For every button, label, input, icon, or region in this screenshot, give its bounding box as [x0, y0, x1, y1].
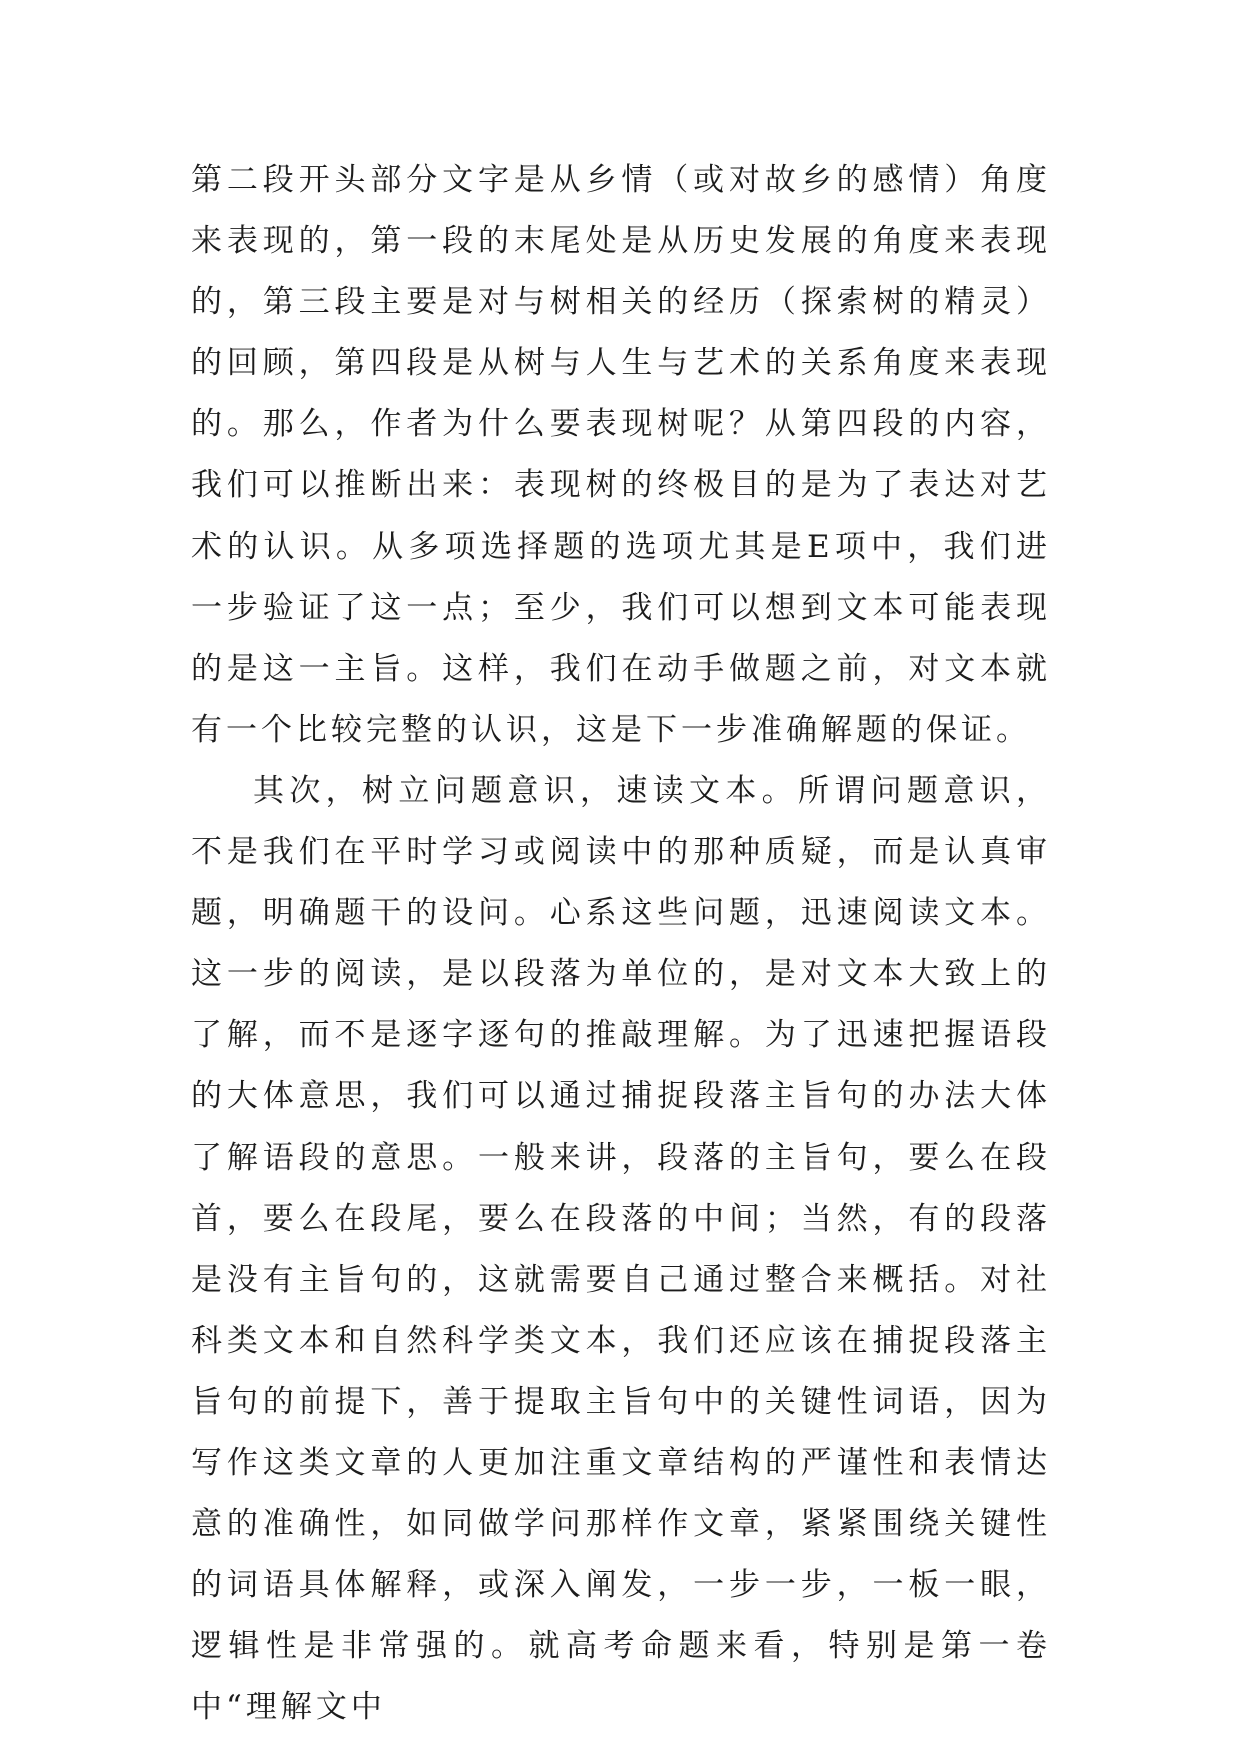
paragraph-second-step: 其次，树立问题意识，速读文本。所谓问题意识，不是我们在平时学习或阅读中的那种质疑，而是认真审题，明确题干的设问。心系这些问题，迅速阅读文本。这一步的阅读，是以段落为单位的，是对文本大致上的了解，而不是逐字逐句的推敲理解。为了迅速把握语段的大体意思，我们可以通过捕捉段落主旨句的办法大体了解语段的意思。一般来讲，段落的主旨句，要么在段首，要么在段尾，要么在段落的中间；当然，有的段落是没有主旨句的，这就需要自己通过整合来概括。对社科类文本和自然科学类文本，我们还应该在捕捉段落主旨句的前提下，善于提取主旨句中的关键性词语，因为写作这类文章的人更加注重文章结构的严谨性和表情达意的准确性，如同做学问那样作文章，紧紧围绕关键性的词语具体解释，或深入阐发，一步一步，一板一眼，逻辑性是非常强的。就高考命题来看，特别是第一卷中“理解文中: [191, 772, 1051, 1726]
paragraph-continuation: 第二段开头部分文字是从乡情（或对故乡的感情）角度来表现的，第一段的末尾处是从历史发展的角度来表现的，第三段主要是对与树相关的经历（探索树的精灵）的回顾，第四段是从树与人生与艺术的关系角度来表现的。那么，作者为什么要表现树呢？从第四段的内容，我们可以推断出来：表现树的终极目的是为了表达对艺术的认识。从多项选择题的选项尤其是E项中，我们进一步验证了这一点；至少，我们可以想到文本可能表现的是这一主旨。这样，我们在动手做题之前，对文本就有一个比较完整的认识，这是下一步准确解题的保证。: [191, 162, 1051, 748]
body-text: [191, 150, 1051, 1738]
